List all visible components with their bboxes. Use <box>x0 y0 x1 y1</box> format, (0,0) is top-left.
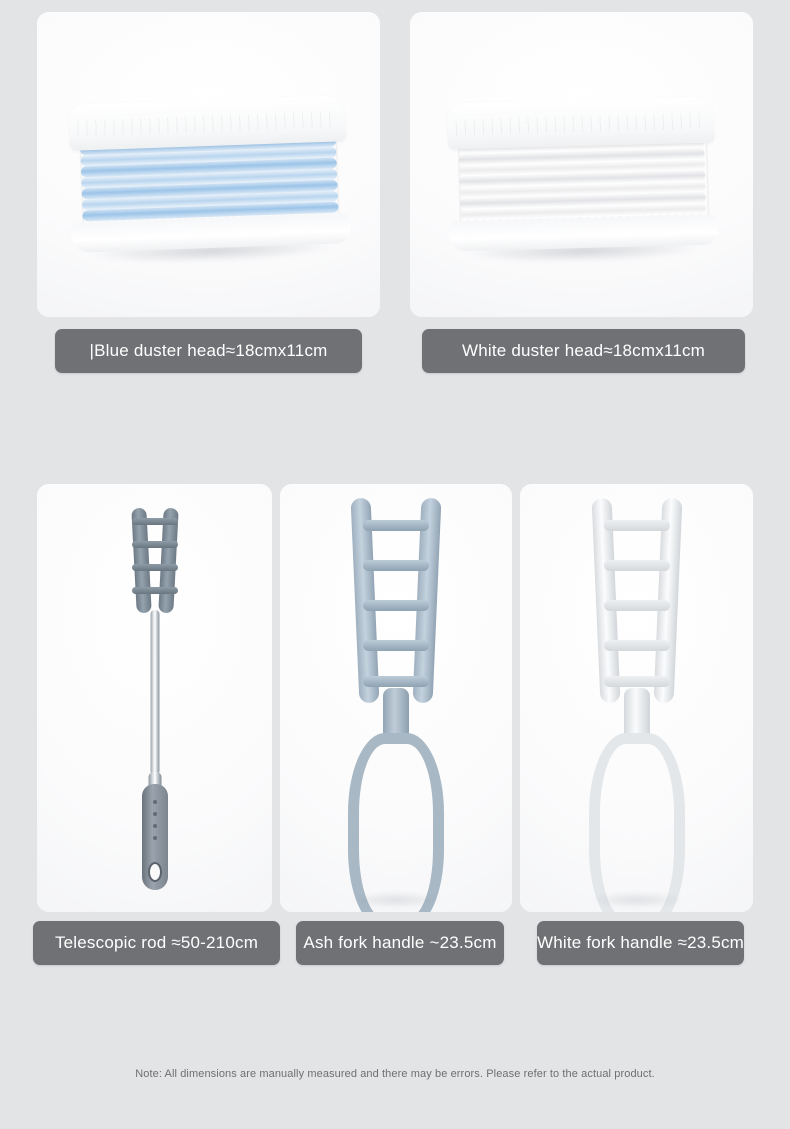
caption-white-duster-head: White duster head≈18cmx11cm <box>422 329 745 373</box>
white-duster-head-photo <box>410 12 753 317</box>
fork-loop-grip <box>348 733 444 912</box>
ash-fork-handle-photo <box>280 484 512 912</box>
caption-ash-fork-handle: Ash fork handle ~23.5cm <box>296 921 504 965</box>
blue-duster-head-photo <box>37 12 380 317</box>
product-shadow <box>348 892 444 908</box>
white-fork-handle-photo <box>520 484 753 912</box>
measurement-disclaimer: Note: All dimensions are manually measured and there may be errors. Please refer to the actual product. <box>135 1068 655 1080</box>
product-shadow <box>589 892 685 908</box>
white-duster-refill-stack <box>451 92 713 249</box>
rod-fork-head <box>128 508 182 613</box>
telescopic-rod-illustration <box>37 484 272 912</box>
caption-white-fork-handle: White fork handle ≈23.5cm <box>537 921 744 965</box>
ash-fork-handle-illustration <box>341 498 451 898</box>
rod-upper-shaft <box>150 610 159 775</box>
caption-blue-duster-head: |Blue duster head≈18cmx11cm <box>55 329 362 373</box>
telescopic-rod-photo <box>37 484 272 912</box>
white-fork-handle-illustration <box>582 498 692 898</box>
blue-duster-refill-stack <box>72 91 345 250</box>
stack-top-cover <box>68 95 345 151</box>
caption-telescopic-rod: Telescopic rod ≈50-210cm <box>33 921 280 965</box>
fork-loop-grip <box>589 733 685 912</box>
rod-grip <box>142 784 168 890</box>
stack-top-cover <box>447 96 714 149</box>
